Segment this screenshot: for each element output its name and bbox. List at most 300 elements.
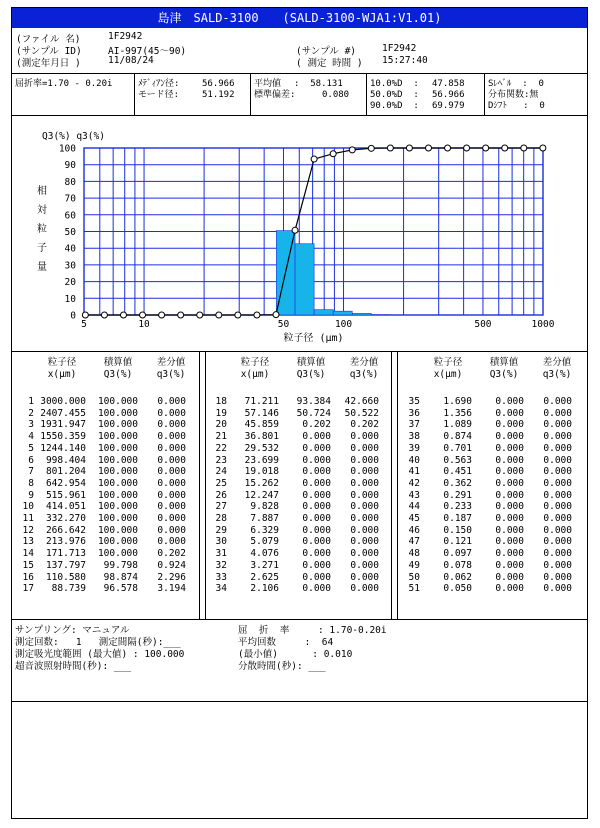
particle-size-value: 45.859 xyxy=(244,419,279,431)
row-number: 32 xyxy=(215,559,227,571)
particle-size-value: 0.291 xyxy=(443,489,472,501)
cumulative-value: 100.000 xyxy=(97,431,138,443)
particle-size-value: 3.271 xyxy=(250,559,279,571)
particle-size-value: 0.701 xyxy=(443,442,472,454)
cumulative-value: 100.000 xyxy=(97,548,138,560)
particle-size-value: 36.801 xyxy=(244,431,279,443)
date-label: (測定年月日 ) xyxy=(16,58,81,69)
d50-value: 56.966 xyxy=(432,90,465,100)
cumulative-value: 0.000 xyxy=(495,466,524,478)
median-value: 56.966 xyxy=(202,79,235,89)
Q3-point xyxy=(101,312,107,318)
differential-value: 0.000 xyxy=(543,454,572,466)
differential-value: 0.000 xyxy=(350,524,379,536)
row-number: 25 xyxy=(215,477,227,489)
differential-value: 0.000 xyxy=(350,466,379,478)
particle-size-value: 998.404 xyxy=(45,454,86,466)
report-title: 島津 SALD-3100 (SALD-3100-WJA1:V1.01) xyxy=(12,8,587,28)
y-axis-side-label: 子 xyxy=(37,243,47,254)
Q3-point xyxy=(254,312,260,318)
divider xyxy=(250,74,251,115)
row-number: 21 xyxy=(215,431,227,443)
std-label: 標準偏差: xyxy=(254,90,296,100)
differential-value: 0.000 xyxy=(157,513,186,524)
row-number: 20 xyxy=(215,419,227,431)
row-number: 43 xyxy=(408,489,420,501)
row-number: 45 xyxy=(408,513,420,524)
header-size-unit: x(μm) xyxy=(47,369,77,380)
differential-value: 0.000 xyxy=(350,559,379,571)
y-tick-label: 10 xyxy=(64,293,76,305)
header-size: 粒子径 xyxy=(47,357,77,368)
particle-size-value: 1244.140 xyxy=(40,442,86,454)
differential-value: 0.000 xyxy=(543,407,572,419)
cumulative-value: 0.000 xyxy=(302,477,331,489)
cumulative-value: 0.000 xyxy=(302,431,331,443)
differential-value: 3.194 xyxy=(157,583,186,595)
q3-bar xyxy=(314,310,333,315)
cumulative-value: 100.000 xyxy=(97,396,138,407)
header-differential: 差分値 xyxy=(542,357,572,368)
row-number: 10 xyxy=(22,501,34,513)
cumulative-value: 0.000 xyxy=(495,513,524,524)
header-cumulative: 積算値 xyxy=(103,357,133,368)
particle-size-value: 0.874 xyxy=(443,431,472,443)
differential-value: 0.000 xyxy=(543,477,572,489)
differential-value: 0.000 xyxy=(350,571,379,583)
particle-size-value: 0.050 xyxy=(443,583,472,595)
date-value: 11/08/24 xyxy=(108,55,154,66)
row-number: 38 xyxy=(408,431,420,443)
y-axis-side-label: 対 xyxy=(37,205,47,216)
row-number: 27 xyxy=(215,501,227,513)
differential-value: 0.000 xyxy=(157,407,186,419)
cumulative-value: 0.000 xyxy=(495,583,524,595)
cumulative-value: 0.000 xyxy=(495,477,524,489)
row-number: 12 xyxy=(22,524,34,536)
x-tick-label: 50 xyxy=(277,319,290,330)
header-size-unit: x(μm) xyxy=(240,369,270,380)
header-differential-unit: q3(%) xyxy=(349,369,379,380)
mean-value: : 58.131 xyxy=(294,79,343,89)
Q3-point xyxy=(216,312,222,318)
Q3-point xyxy=(292,227,298,233)
particle-size-value: 515.961 xyxy=(45,489,86,501)
divider xyxy=(134,74,135,115)
differential-value: 0.000 xyxy=(157,454,186,466)
differential-value: 0.000 xyxy=(543,524,572,536)
particle-size-value: 5.079 xyxy=(250,536,279,548)
report-frame xyxy=(11,7,588,819)
row-number: 24 xyxy=(215,466,227,478)
row-number: 37 xyxy=(408,419,420,431)
differential-value: 0.000 xyxy=(350,536,379,548)
header-cumulative-unit: Q3(%) xyxy=(103,369,133,380)
header-cumulative: 積算値 xyxy=(489,357,519,368)
sample-no-label: (サンプル #) xyxy=(296,46,357,57)
Q3-point xyxy=(311,156,317,162)
cumulative-value: 100.000 xyxy=(97,419,138,431)
differential-value: 0.000 xyxy=(543,536,572,548)
particle-size-value: 6.329 xyxy=(250,524,279,536)
differential-value: 42.660 xyxy=(344,396,379,407)
particle-size-value: 0.187 xyxy=(443,513,472,524)
cumulative-value: 98.874 xyxy=(103,571,138,583)
differential-value: 0.000 xyxy=(157,536,186,548)
particle-size-value: 213.976 xyxy=(45,536,86,548)
particle-size-value: 0.150 xyxy=(443,524,472,536)
cumulative-value: 0.000 xyxy=(302,583,331,595)
cumulative-value: 0.000 xyxy=(495,571,524,583)
cumulative-value: 0.000 xyxy=(302,513,331,524)
cumulative-value: 0.000 xyxy=(495,419,524,431)
row-number: 2 xyxy=(28,407,34,419)
Q3-point xyxy=(502,145,508,151)
differential-value: 0.000 xyxy=(543,466,572,478)
cumulative-value: 100.000 xyxy=(97,489,138,501)
q3-bar xyxy=(352,313,371,315)
row-number: 8 xyxy=(28,477,34,489)
Q3-point xyxy=(120,312,126,318)
row-number: 6 xyxy=(28,454,34,466)
particle-size-value: 88.739 xyxy=(51,583,86,595)
differential-value: 0.000 xyxy=(157,431,186,443)
file-value: 1F2942 xyxy=(108,31,143,42)
differential-value: 0.000 xyxy=(543,548,572,560)
cumulative-value: 0.000 xyxy=(495,454,524,466)
row-number: 46 xyxy=(408,524,420,536)
y-tick-label: 70 xyxy=(64,193,76,205)
refractive-index-cond: 屈 折 率 : 1.70-0.20i xyxy=(238,625,387,636)
header-size: 粒子径 xyxy=(240,357,270,368)
mean-label: 平均値 xyxy=(254,79,282,89)
row-number: 23 xyxy=(215,454,227,466)
row-number: 30 xyxy=(215,536,227,548)
row-number: 5 xyxy=(28,442,34,454)
time-value: 15:27:40 xyxy=(382,55,428,66)
row-number: 42 xyxy=(408,477,420,489)
particle-size-value: 2.106 xyxy=(250,583,279,595)
d10-value: 47.858 xyxy=(432,79,465,89)
row-number: 19 xyxy=(215,407,227,419)
differential-value: 0.000 xyxy=(543,419,572,431)
differential-value: 0.000 xyxy=(543,559,572,571)
differential-value: 0.000 xyxy=(157,466,186,478)
row-number: 49 xyxy=(408,559,420,571)
q3-bar xyxy=(295,244,314,315)
particle-size-value: 0.362 xyxy=(443,477,472,489)
differential-value: 0.000 xyxy=(350,489,379,501)
Q3-point xyxy=(387,145,393,151)
particle-size-value: 19.018 xyxy=(244,466,279,478)
cumulative-value: 0.000 xyxy=(302,454,331,466)
cumulative-value: 0.000 xyxy=(302,489,331,501)
differential-value: 50.522 xyxy=(344,407,379,419)
particle-size-value: 4.076 xyxy=(250,548,279,560)
row-number: 29 xyxy=(215,524,227,536)
particle-size-value: 7.887 xyxy=(250,513,279,524)
cumulative-value: 0.000 xyxy=(302,466,331,478)
particle-size-value: 1.690 xyxy=(443,396,472,407)
row-number: 41 xyxy=(408,466,420,478)
Q3-point xyxy=(159,312,165,318)
Q3-point xyxy=(540,145,546,151)
measurement-conditions xyxy=(12,620,587,702)
Q3-point xyxy=(425,145,431,151)
refractive-index: 屈折率=1.70 - 0.20i xyxy=(15,79,113,89)
cumulative-value: 0.000 xyxy=(495,524,524,536)
cumulative-value: 100.000 xyxy=(97,513,138,524)
Q3-point xyxy=(235,312,241,318)
cumulative-value: 100.000 xyxy=(97,454,138,466)
y-tick-label: 50 xyxy=(64,227,76,238)
cumulative-value: 0.000 xyxy=(495,501,524,513)
differential-value: 0.000 xyxy=(543,431,572,443)
row-number: 50 xyxy=(408,571,420,583)
particle-size-value: 15.262 xyxy=(244,477,279,489)
cumulative-value: 0.000 xyxy=(302,524,331,536)
particle-size-value: 71.211 xyxy=(244,396,279,407)
particle-size-value: 0.078 xyxy=(443,559,472,571)
row-number: 13 xyxy=(22,536,34,548)
header-cumulative-unit: Q3(%) xyxy=(489,369,519,380)
differential-value: 0.202 xyxy=(350,419,379,431)
cumulative-value: 96.578 xyxy=(103,583,138,595)
sample-id-value: AI-997(45〜90) xyxy=(108,46,187,57)
row-number: 51 xyxy=(408,583,420,595)
differential-value: 0.000 xyxy=(543,571,572,583)
Q3-point xyxy=(273,312,279,318)
Q3-point xyxy=(521,145,527,151)
particle-size-value: 9.828 xyxy=(250,501,279,513)
particle-size-value: 332.270 xyxy=(45,513,86,524)
y-tick-label: 100 xyxy=(58,143,76,155)
average-count: 平均回数 : 64 xyxy=(238,637,334,648)
differential-value: 0.202 xyxy=(157,548,186,560)
header-size-unit: x(μm) xyxy=(433,369,463,380)
particle-size-value: 0.121 xyxy=(443,536,472,548)
row-number: 1 xyxy=(28,396,34,407)
particle-size-value: 2.625 xyxy=(250,571,279,583)
differential-value: 0.000 xyxy=(543,501,572,513)
size-distribution-table xyxy=(12,352,587,620)
q3-bar xyxy=(333,311,352,315)
cumulative-value: 0.000 xyxy=(302,442,331,454)
cumulative-value: 100.000 xyxy=(97,524,138,536)
row-number: 28 xyxy=(215,513,227,524)
y-tick-label: 90 xyxy=(64,160,76,172)
statistics-panel xyxy=(12,74,587,116)
cumulative-value: 0.000 xyxy=(302,559,331,571)
cumulative-value: 0.000 xyxy=(495,442,524,454)
particle-size-value: 1931.947 xyxy=(40,419,86,431)
particle-size-chart xyxy=(12,116,587,352)
differential-value: 0.000 xyxy=(543,396,572,407)
cumulative-value: 0.000 xyxy=(302,536,331,548)
differential-value: 0.000 xyxy=(350,442,379,454)
row-number: 16 xyxy=(22,571,34,583)
header-differential-unit: q3(%) xyxy=(156,369,186,380)
differential-value: 0.000 xyxy=(157,501,186,513)
d90-label: 90.0%D : xyxy=(370,101,419,111)
cumulative-value: 0.000 xyxy=(302,571,331,583)
cumulative-value: 99.798 xyxy=(103,559,138,571)
particle-size-value: 110.580 xyxy=(45,571,86,583)
differential-value: 0.000 xyxy=(543,442,572,454)
Q3-point xyxy=(330,151,336,157)
Q3-point xyxy=(82,312,88,318)
row-number: 33 xyxy=(215,571,227,583)
differential-value: 0.000 xyxy=(157,442,186,454)
divider xyxy=(366,74,367,115)
particle-size-value: 12.247 xyxy=(244,489,279,501)
y-tick-label: 80 xyxy=(64,176,76,188)
cumulative-value: 93.384 xyxy=(296,396,331,407)
header-size: 粒子径 xyxy=(433,357,463,368)
differential-value: 0.000 xyxy=(350,454,379,466)
row-number: 22 xyxy=(215,442,227,454)
cumulative-value: 0.000 xyxy=(495,489,524,501)
row-number: 40 xyxy=(408,454,420,466)
row-number: 26 xyxy=(215,489,227,501)
differential-value: 0.000 xyxy=(543,513,572,524)
cumulative-value: 0.202 xyxy=(302,419,331,431)
x-tick-label: 1000 xyxy=(531,319,555,330)
mode-label: モード径: xyxy=(138,90,180,100)
x-tick-label: 500 xyxy=(474,319,492,330)
row-number: 4 xyxy=(28,431,34,443)
chart-svg xyxy=(12,116,587,350)
differential-value: 2.296 xyxy=(157,571,186,583)
dispersion-time: 分散時間(秒): ___ xyxy=(238,661,326,672)
measure-count: 測定回数: 1 測定間隔(秒):___ xyxy=(15,637,181,648)
header-cumulative-unit: Q3(%) xyxy=(296,369,326,380)
d90-value: 69.979 xyxy=(432,101,465,111)
particle-size-value: 2407.455 xyxy=(40,407,86,419)
particle-size-value: 23.699 xyxy=(244,454,279,466)
differential-value: 0.000 xyxy=(350,477,379,489)
cumulative-value: 50.724 xyxy=(296,407,331,419)
Q3-point xyxy=(349,147,355,153)
row-number: 48 xyxy=(408,548,420,560)
Q3-point xyxy=(197,312,203,318)
cumulative-value: 0.000 xyxy=(495,559,524,571)
row-number: 14 xyxy=(22,548,34,560)
y-tick-label: 20 xyxy=(64,277,76,289)
row-number: 39 xyxy=(408,442,420,454)
header-differential-unit: q3(%) xyxy=(542,369,572,380)
particle-size-value: 0.097 xyxy=(443,548,472,560)
Q3-point xyxy=(140,312,146,318)
row-number: 3 xyxy=(28,419,34,431)
d-shift: Dｼﾌﾄ : 0 xyxy=(488,101,545,111)
cumulative-value: 100.000 xyxy=(97,536,138,548)
cumulative-value: 0.000 xyxy=(302,548,331,560)
sampling: サンプリング: マニュアル xyxy=(15,625,130,636)
particle-size-value: 1.356 xyxy=(443,407,472,419)
Q3-point xyxy=(178,312,184,318)
differential-value: 0.000 xyxy=(350,501,379,513)
min-value: (最小値) : 0.010 xyxy=(238,649,353,660)
divider xyxy=(397,352,398,619)
particle-size-value: 0.563 xyxy=(443,454,472,466)
y-axis-side-label: 量 xyxy=(37,262,47,273)
particle-size-value: 414.051 xyxy=(45,501,86,513)
std-value: 0.080 xyxy=(322,90,350,100)
y-axis-side-label: 粒 xyxy=(37,224,47,235)
x-axis-title: 粒子径 (μm) xyxy=(283,333,344,344)
time-label: ( 測定 時間 ) xyxy=(296,58,363,69)
particle-size-value: 1.089 xyxy=(443,419,472,431)
sample-id-label: (サンプル ID) xyxy=(16,46,82,57)
cumulative-value: 100.000 xyxy=(97,442,138,454)
file-label: (ファイル 名) xyxy=(16,34,81,45)
mode-value: 51.192 xyxy=(202,90,235,100)
Q3-point xyxy=(406,145,412,151)
cumulative-value: 100.000 xyxy=(97,407,138,419)
differential-value: 0.000 xyxy=(543,489,572,501)
divider xyxy=(199,352,200,619)
particle-size-value: 642.954 xyxy=(45,477,86,489)
row-number: 44 xyxy=(408,501,420,513)
row-number: 9 xyxy=(28,489,34,501)
differential-value: 0.924 xyxy=(157,559,186,571)
x-tick-label: 5 xyxy=(81,319,87,330)
sample-info xyxy=(12,28,587,74)
row-number: 15 xyxy=(22,559,34,571)
sample-no-value: 1F2942 xyxy=(382,43,417,54)
header-differential: 差分値 xyxy=(156,357,186,368)
divider xyxy=(205,352,206,619)
differential-value: 0.000 xyxy=(157,396,186,407)
Q3-point xyxy=(464,145,470,151)
divider xyxy=(391,352,392,619)
cumulative-value: 0.000 xyxy=(495,407,524,419)
cumulative-value: 0.000 xyxy=(302,501,331,513)
Q3-point xyxy=(483,145,489,151)
particle-size-value: 1550.359 xyxy=(40,431,86,443)
particle-size-value: 0.451 xyxy=(443,466,472,478)
particle-size-value: 57.146 xyxy=(244,407,279,419)
distribution-function: 分布関数:無 xyxy=(488,90,539,100)
row-number: 47 xyxy=(408,536,420,548)
d50-label: 50.0%D : xyxy=(370,90,419,100)
y-tick-label: 40 xyxy=(64,243,76,255)
particle-size-value: 801.204 xyxy=(45,466,86,478)
particle-size-value: 266.642 xyxy=(45,524,86,536)
header-cumulative: 積算値 xyxy=(296,357,326,368)
row-number: 34 xyxy=(215,583,227,595)
row-number: 7 xyxy=(28,466,34,478)
differential-value: 0.000 xyxy=(157,419,186,431)
cumulative-value: 100.000 xyxy=(97,501,138,513)
row-number: 36 xyxy=(408,407,420,419)
differential-value: 0.000 xyxy=(350,583,379,595)
y-tick-label: 0 xyxy=(70,310,76,322)
x-tick-label: 100 xyxy=(334,319,353,330)
particle-size-value: 0.233 xyxy=(443,501,472,513)
y-axis-side-label: 相 xyxy=(37,186,47,197)
particle-size-value: 171.713 xyxy=(45,548,86,560)
particle-size-value: 0.062 xyxy=(443,571,472,583)
row-number: 35 xyxy=(408,396,420,407)
cumulative-value: 100.000 xyxy=(97,477,138,489)
differential-value: 0.000 xyxy=(350,548,379,560)
row-number: 11 xyxy=(22,513,34,524)
d10-label: 10.0%D : xyxy=(370,79,419,89)
cumulative-value: 100.000 xyxy=(97,466,138,478)
ultrasonic-time: 超音波照射時間(秒): ___ xyxy=(15,661,132,672)
